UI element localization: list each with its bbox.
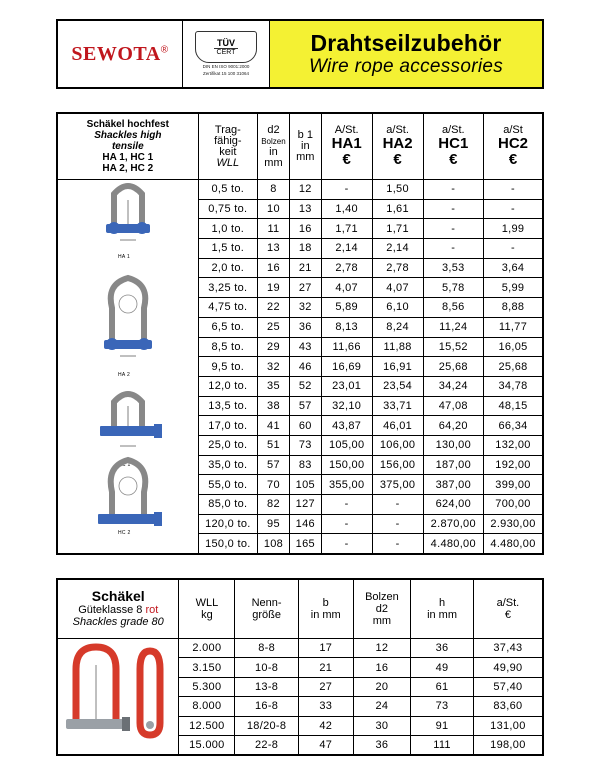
table-cell: 73 (289, 435, 321, 455)
table-cell: 150,0 to. (198, 534, 257, 554)
tuv-cert-number: Zertifikat 15 100 31064 (202, 71, 250, 76)
table-cell: - (372, 495, 423, 515)
table-cell: 399,00 (484, 475, 543, 495)
table-cell: 1,0 to. (198, 219, 257, 239)
table-cell: 12 (353, 639, 411, 658)
table-cell: 5,99 (484, 278, 543, 298)
table-cell: 16 (353, 658, 411, 677)
title-box (270, 21, 542, 87)
table-cell: 15,52 (423, 337, 483, 357)
table-cell: 0,5 to. (198, 180, 257, 200)
table-cell: - (423, 180, 483, 200)
table-header-row (57, 113, 543, 180)
table-cell: 35 (258, 376, 290, 396)
table-cell: 27 (289, 278, 321, 298)
table-cell: 2,0 to. (198, 258, 257, 278)
table-cell: 16,05 (484, 337, 543, 357)
table-cell: 13 (289, 199, 321, 219)
col-b: b in mm (298, 579, 353, 639)
table-cell: 9,5 to. (198, 357, 257, 377)
product-name-header: Schäkel hochfest Shackles high tensile HA 1, HC 1 HA 2, HC 2 (57, 113, 198, 180)
shackle-illustrations (57, 180, 198, 555)
table-cell: 198,00 (473, 735, 543, 755)
table-cell: 47,08 (423, 396, 483, 416)
table-cell: 83,60 (473, 697, 543, 716)
table-cell: 17 (298, 639, 353, 658)
table-cell: 24 (353, 697, 411, 716)
table-cell: 16 (258, 258, 290, 278)
table-cell: 66,34 (484, 416, 543, 436)
table-cell: 6,10 (372, 298, 423, 318)
table-cell: 2,78 (321, 258, 372, 278)
table-cell: 48,15 (484, 396, 543, 416)
table-cell: 5,89 (321, 298, 372, 318)
table-cell: 43,87 (321, 416, 372, 436)
table-cell: 95 (258, 514, 290, 534)
table-cell: 11 (258, 219, 290, 239)
shackle-hc2-icon (98, 460, 162, 536)
table-cell: 91 (411, 716, 474, 735)
table-cell: 0,75 to. (198, 199, 257, 219)
table-cell: - (321, 534, 372, 554)
table-cell: 16,69 (321, 357, 372, 377)
grade8-shackles-table (56, 578, 544, 756)
col-hc2: a/St HC2 € (484, 113, 543, 180)
table-cell: 8,13 (321, 317, 372, 337)
table-cell: 22 (258, 298, 290, 318)
table-cell: 1,40 (321, 199, 372, 219)
table-cell: 2.930,00 (484, 514, 543, 534)
table-cell: 3,25 to. (198, 278, 257, 298)
table-cell: 13,5 to. (198, 396, 257, 416)
table-cell: - (484, 180, 543, 200)
table-cell: 8,88 (484, 298, 543, 318)
table-cell: 1,61 (372, 199, 423, 219)
table-cell: - (321, 180, 372, 200)
table-cell: 1,5 to. (198, 239, 257, 259)
table-cell: 1,99 (484, 219, 543, 239)
table-cell: 120,0 to. (198, 514, 257, 534)
col-hc1: a/St. HC1 € (423, 113, 483, 180)
table-cell: 25,68 (423, 357, 483, 377)
table-cell: 8,5 to. (198, 337, 257, 357)
table-cell: 37,43 (473, 639, 543, 658)
table-cell: 32 (258, 357, 290, 377)
table-cell: 12,0 to. (198, 376, 257, 396)
table-cell: 82 (258, 495, 290, 515)
table-cell: 4,75 to. (198, 298, 257, 318)
table-cell: 13-8 (235, 677, 299, 696)
table-cell: 12.500 (179, 716, 235, 735)
table-cell: 27 (298, 677, 353, 696)
table-cell: - (372, 514, 423, 534)
table-cell: 192,00 (484, 455, 543, 475)
table-cell: 83 (289, 455, 321, 475)
table-cell: 23,54 (372, 376, 423, 396)
svg-text:HC 2: HC 2 (118, 530, 131, 536)
table-cell: 165 (289, 534, 321, 554)
table-cell: 19 (258, 278, 290, 298)
table-cell: - (484, 199, 543, 219)
table-cell: 3.150 (179, 658, 235, 677)
table-cell: 49,90 (473, 658, 543, 677)
table-cell: 22-8 (235, 735, 299, 755)
table-cell: 38 (258, 396, 290, 416)
table-cell: 4,07 (321, 278, 372, 298)
table-cell: 8,24 (372, 317, 423, 337)
table-cell: 57 (258, 455, 290, 475)
table-cell: 30 (353, 716, 411, 735)
table-cell: 47 (298, 735, 353, 755)
page-subtitle: Wire rope accessories (308, 56, 504, 77)
table-cell: 35,0 to. (198, 455, 257, 475)
table-cell: 85,0 to. (198, 495, 257, 515)
table-cell: 2.000 (179, 639, 235, 658)
table-cell: 18/20-8 (235, 716, 299, 735)
table-cell: 61 (411, 677, 474, 696)
table-cell: 375,00 (372, 475, 423, 495)
table-cell: 36 (353, 735, 411, 755)
svg-text:HC 1: HC 1 (118, 462, 131, 468)
table-cell: 150,00 (321, 455, 372, 475)
table-cell: 105,00 (321, 435, 372, 455)
table-cell: - (321, 495, 372, 515)
table-cell: - (372, 534, 423, 554)
col-wll: Trag- fähig- keit WLL (198, 113, 257, 180)
table-cell: 8.000 (179, 697, 235, 716)
table-cell: 16,91 (372, 357, 423, 377)
table-cell: 34,78 (484, 376, 543, 396)
table-cell: 2,78 (372, 258, 423, 278)
table-cell: 3,64 (484, 258, 543, 278)
table-cell: 700,00 (484, 495, 543, 515)
table-cell: 10 (258, 199, 290, 219)
table-cell: 23,01 (321, 376, 372, 396)
table-cell: 57,40 (473, 677, 543, 696)
shackle-diagram-icon (62, 180, 193, 536)
product-name-header: Schäkel Güteklasse 8 rot Shackles grade 80 (57, 579, 179, 639)
shackle-hc1-icon (100, 394, 162, 468)
table-cell: 29 (258, 337, 290, 357)
table-row (57, 639, 543, 658)
table-cell: 132,00 (484, 435, 543, 455)
table-cell: - (321, 514, 372, 534)
table-cell: 33,71 (372, 396, 423, 416)
table-cell: - (484, 239, 543, 259)
table-cell: 25,68 (484, 357, 543, 377)
page-header (56, 19, 544, 89)
table-cell: 111 (411, 735, 474, 755)
table-cell: 36 (289, 317, 321, 337)
table-cell: 51 (258, 435, 290, 455)
table-cell: 21 (298, 658, 353, 677)
table-cell: 146 (289, 514, 321, 534)
col-bolzen: Bolzen d2 mm (353, 579, 411, 639)
table-cell: 46,01 (372, 416, 423, 436)
tuv-badge-icon: TÜV CERT (195, 31, 257, 63)
table-cell: 60 (289, 416, 321, 436)
table-cell: 33 (298, 697, 353, 716)
table-cell: 3,53 (423, 258, 483, 278)
table-cell: 21 (289, 258, 321, 278)
table-cell: 5.300 (179, 677, 235, 696)
table-cell: 25,0 to. (198, 435, 257, 455)
table-cell: 8-8 (235, 639, 299, 658)
table-cell: 106,00 (372, 435, 423, 455)
table-cell: 2,14 (372, 239, 423, 259)
table-row (57, 180, 543, 200)
table-cell: 2,14 (321, 239, 372, 259)
table-cell: 32,10 (321, 396, 372, 416)
table-cell: 13 (258, 239, 290, 259)
table-cell: 355,00 (321, 475, 372, 495)
table-cell: 42 (298, 716, 353, 735)
table-cell: - (423, 239, 483, 259)
table-cell: 32 (289, 298, 321, 318)
table-cell: 2.870,00 (423, 514, 483, 534)
table-cell: 1,71 (372, 219, 423, 239)
table-cell: 70 (258, 475, 290, 495)
col-ha1: A/St. HA1 € (321, 113, 372, 180)
svg-text:HA 1: HA 1 (118, 254, 131, 260)
table-cell: 16 (289, 219, 321, 239)
table-header-row (57, 579, 543, 639)
table-cell: 4.480,00 (423, 534, 483, 554)
red-shackle-icon (58, 639, 178, 747)
table-cell: 17,0 to. (198, 416, 257, 436)
table-cell: 11,24 (423, 317, 483, 337)
table-cell: 15.000 (179, 735, 235, 755)
table-cell: 52 (289, 376, 321, 396)
col-nenngroesse: Nenn- größe (235, 579, 299, 639)
table-cell: 49 (411, 658, 474, 677)
col-d2: d2 Bolzen in mm (258, 113, 290, 180)
table-cell: 8 (258, 180, 290, 200)
table-cell: 20 (353, 677, 411, 696)
tuv-standard: DIN EN ISO 9001:2000 (202, 64, 250, 69)
table-cell: - (423, 199, 483, 219)
table-cell: 36 (411, 639, 474, 658)
table-cell: 25 (258, 317, 290, 337)
shackle-ha1-icon (106, 186, 150, 260)
table-cell: 46 (289, 357, 321, 377)
table-cell: 18 (289, 239, 321, 259)
table-cell: 156,00 (372, 455, 423, 475)
table-cell: 1,71 (321, 219, 372, 239)
table-cell: 4,07 (372, 278, 423, 298)
sewota-logo: SEWOTA® (71, 42, 169, 65)
table-cell: 57 (289, 396, 321, 416)
table-cell: 10-8 (235, 658, 299, 677)
table-cell: 64,20 (423, 416, 483, 436)
table-cell: 12 (289, 180, 321, 200)
table-cell: 16-8 (235, 697, 299, 716)
table-cell: 11,88 (372, 337, 423, 357)
table-cell: 8,56 (423, 298, 483, 318)
col-b1: b 1 in mm (289, 113, 321, 180)
col-price: a/St. € (473, 579, 543, 639)
svg-text:HA 2: HA 2 (118, 372, 131, 378)
table-cell: 34,24 (423, 376, 483, 396)
table-cell: 131,00 (473, 716, 543, 735)
table-cell: 73 (411, 697, 474, 716)
grade8-shackle-illustration (57, 639, 179, 756)
table-cell: 624,00 (423, 495, 483, 515)
col-wll: WLL kg (179, 579, 235, 639)
table-cell: 187,00 (423, 455, 483, 475)
table-cell: 108 (258, 534, 290, 554)
tuv-certificate (183, 21, 270, 87)
table-cell: - (423, 219, 483, 239)
shackle-ha2-icon (104, 278, 152, 378)
table-cell: 11,66 (321, 337, 372, 357)
table-cell: 130,00 (423, 435, 483, 455)
table-cell: 41 (258, 416, 290, 436)
page-title: Drahtseilzubehör (310, 30, 502, 56)
logo-area (58, 21, 183, 87)
col-h: h in mm (411, 579, 474, 639)
table-cell: 4.480,00 (484, 534, 543, 554)
table-cell: 43 (289, 337, 321, 357)
table-cell: 11,77 (484, 317, 543, 337)
high-tensile-shackles-table (56, 112, 544, 555)
table-cell: 387,00 (423, 475, 483, 495)
table-cell: 6,5 to. (198, 317, 257, 337)
col-ha2: a/St. HA2 € (372, 113, 423, 180)
table-cell: 55,0 to. (198, 475, 257, 495)
table-cell: 105 (289, 475, 321, 495)
table-cell: 1,50 (372, 180, 423, 200)
table-cell: 127 (289, 495, 321, 515)
table-cell: 5,78 (423, 278, 483, 298)
